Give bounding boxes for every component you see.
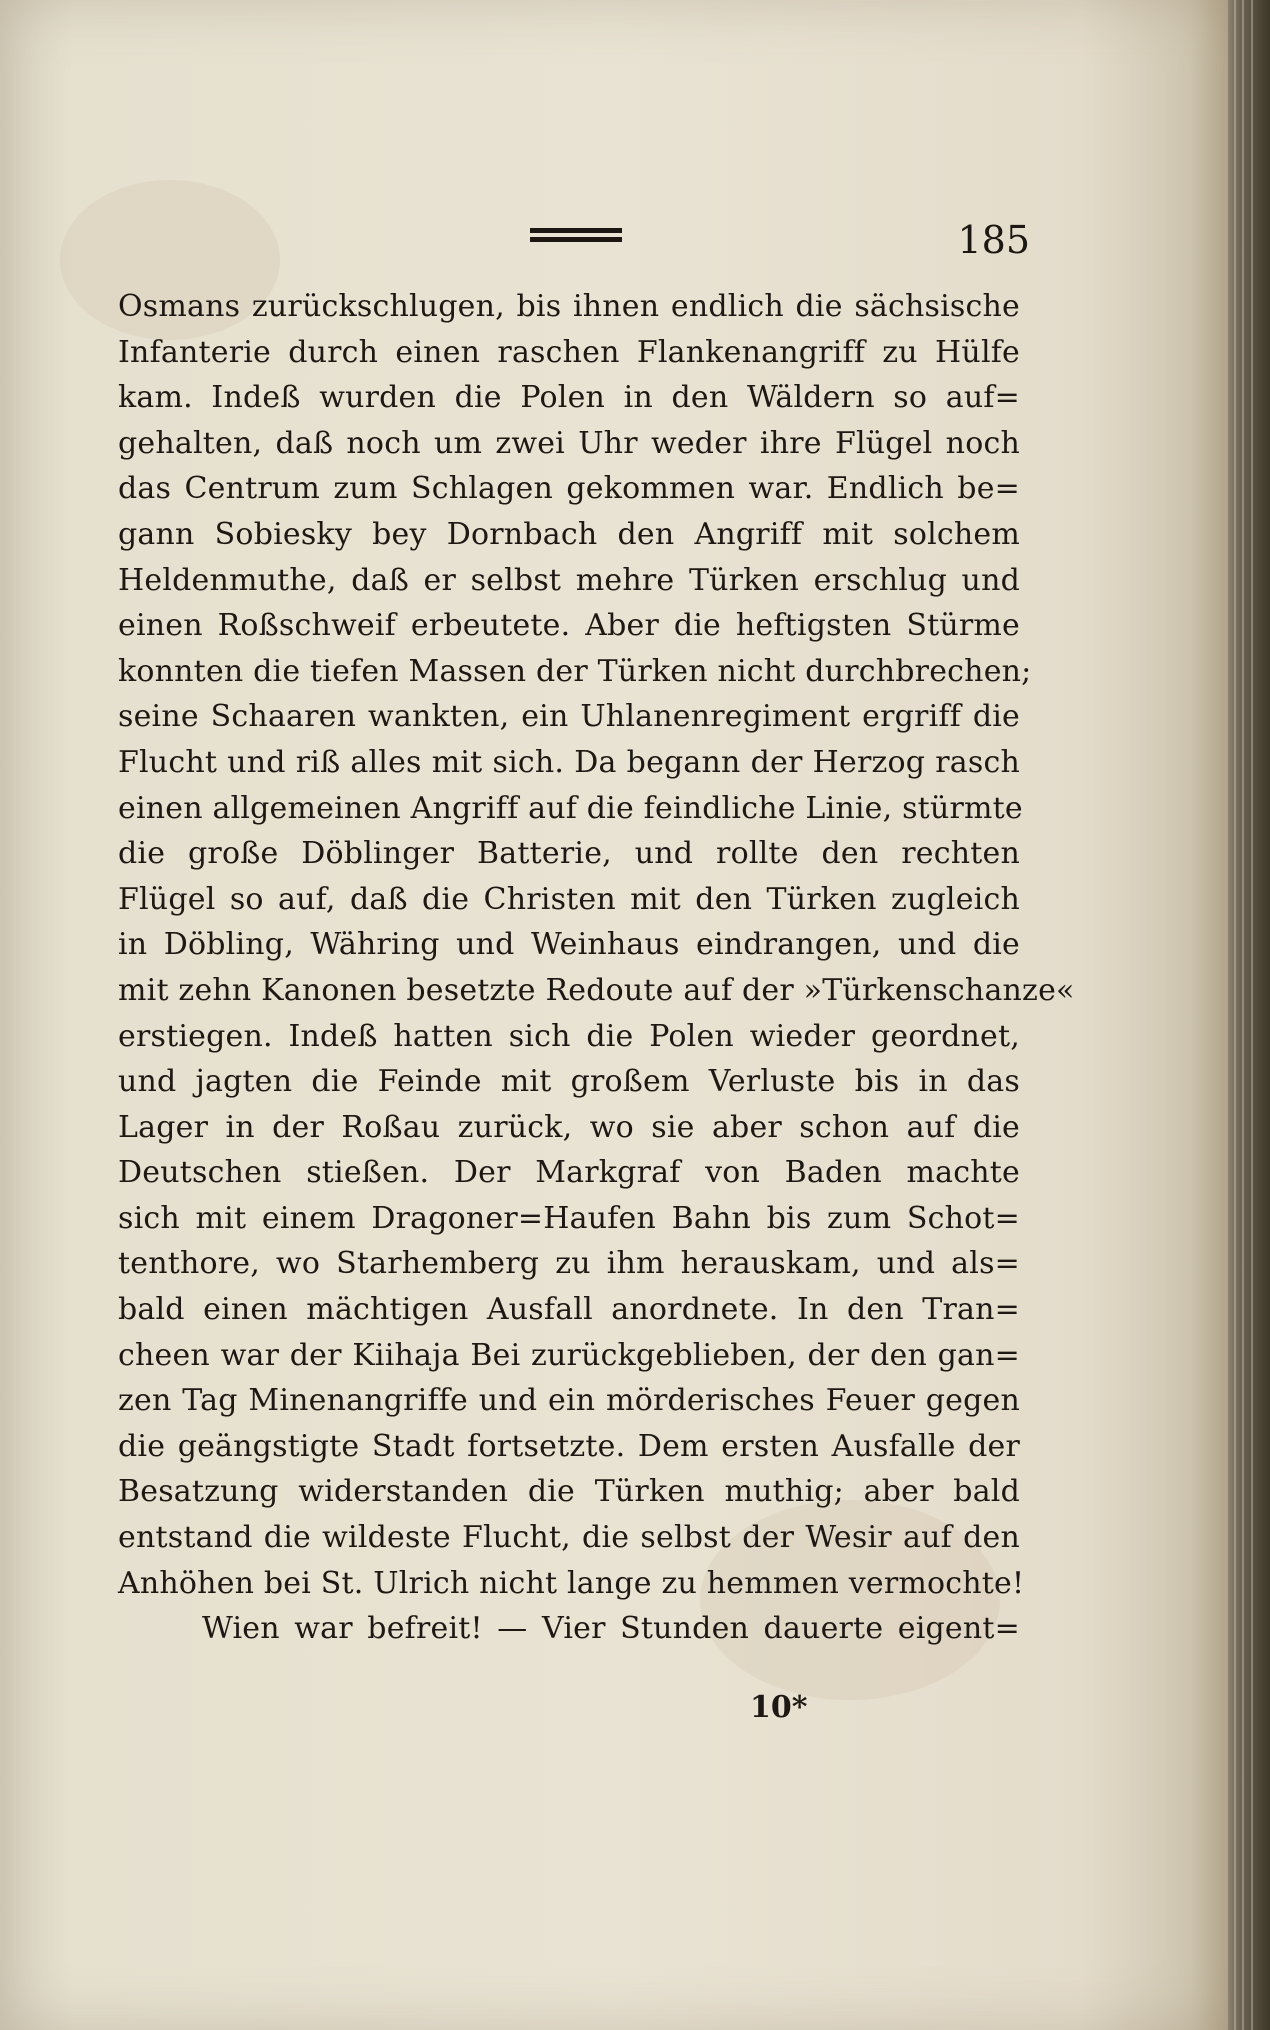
page-number: 185: [957, 218, 1030, 262]
text-line: mit zehn Kanonen besetzte Redoute auf der »Türkenschanze«: [118, 972, 1075, 1008]
text-line: Infanterie durch einen raschen Flankenangriff zu Hülfe: [118, 334, 1020, 370]
signature-mark: 10*: [750, 1690, 808, 1725]
text-line: einen Roßschweif erbeutete. Aber die heftigsten Stürme: [118, 608, 1020, 644]
text-line: und jagten die Feinde mit großem Verluste bis in das: [118, 1064, 1020, 1100]
page-edge-line: [1242, 0, 1244, 2030]
text-line: Heldenmuthe, daß er selbst mehre Türken erschlug und: [118, 562, 1020, 598]
body-text: [118, 284, 1075, 1652]
page-edge-line: [1234, 0, 1236, 2030]
text-line: sich mit einem Dragoner=Haufen Bahn bis zum Schot=: [118, 1200, 1020, 1236]
text-line: tenthore, wo Starhemberg zu ihm herauskam, und als=: [118, 1246, 1020, 1282]
text-line: Anhöhen bei St. Ulrich nicht lange zu hemmen vermochte!: [118, 1565, 1025, 1601]
text-line: erstiegen. Indeß hatten sich die Polen wieder geordnet,: [118, 1018, 1020, 1054]
text-line: Flügel so auf, daß die Christen mit den Türken zugleich: [118, 881, 1020, 917]
text-line: die geängstigte Stadt fortsetzte. Dem ersten Ausfalle der: [118, 1428, 1020, 1464]
text-line: einen allgemeinen Angriff auf die feindliche Linie, stürmte: [118, 790, 1023, 826]
text-line: gann Sobiesky bey Dornbach den Angriff mit solchem: [118, 516, 1020, 552]
book-edge: [1228, 0, 1270, 2030]
text-line: das Centrum zum Schlagen gekommen war. Endlich be=: [118, 471, 1020, 507]
text-line: die große Döblinger Batterie, und rollte den rechten: [118, 836, 1020, 872]
text-line: Lager in der Roßau zurück, wo sie aber schon auf die: [118, 1109, 1020, 1145]
text-line: gehalten, daß noch um zwei Uhr weder ihre Flügel noch: [118, 425, 1020, 461]
text-line: Deutschen stießen. Der Markgraf von Baden machte: [118, 1155, 1020, 1191]
text-line: in Döbling, Währing und Weinhaus eindrangen, und die: [118, 927, 1020, 963]
text-line: entstand die wildeste Flucht, die selbst der Wesir auf den: [118, 1520, 1020, 1556]
text-line: seine Schaaren wankten, ein Uhlanenregiment ergriff die: [118, 699, 1020, 735]
text-line: kam. Indeß wurden die Polen in den Wäldern so auf=: [118, 380, 1020, 416]
text-line: Flucht und riß alles mit sich. Da begann der Herzog rasch: [118, 744, 1020, 780]
page-edge-line: [1251, 0, 1253, 2030]
text-line: konnten die tiefen Massen der Türken nicht durchbrechen;: [118, 653, 1032, 689]
header-rule: [530, 228, 622, 242]
text-line: Osmans zurückschlugen, bis ihnen endlich die sächsische: [118, 289, 1020, 324]
text-line: Wien war befreit! — Vier Stunden dauerte eigent=: [202, 1611, 1020, 1647]
text-line: cheen war der Kiihaja Bei zurückgeblieben, der den gan=: [118, 1337, 1020, 1373]
text-line: Besatzung widerstanden die Türken muthig; aber bald: [118, 1474, 1020, 1510]
text-line: zen Tag Minenangriffe und ein mörderisches Feuer gegen: [118, 1383, 1020, 1419]
text-line: bald einen mächtigen Ausfall anordnete. In den Tran=: [118, 1292, 1020, 1328]
